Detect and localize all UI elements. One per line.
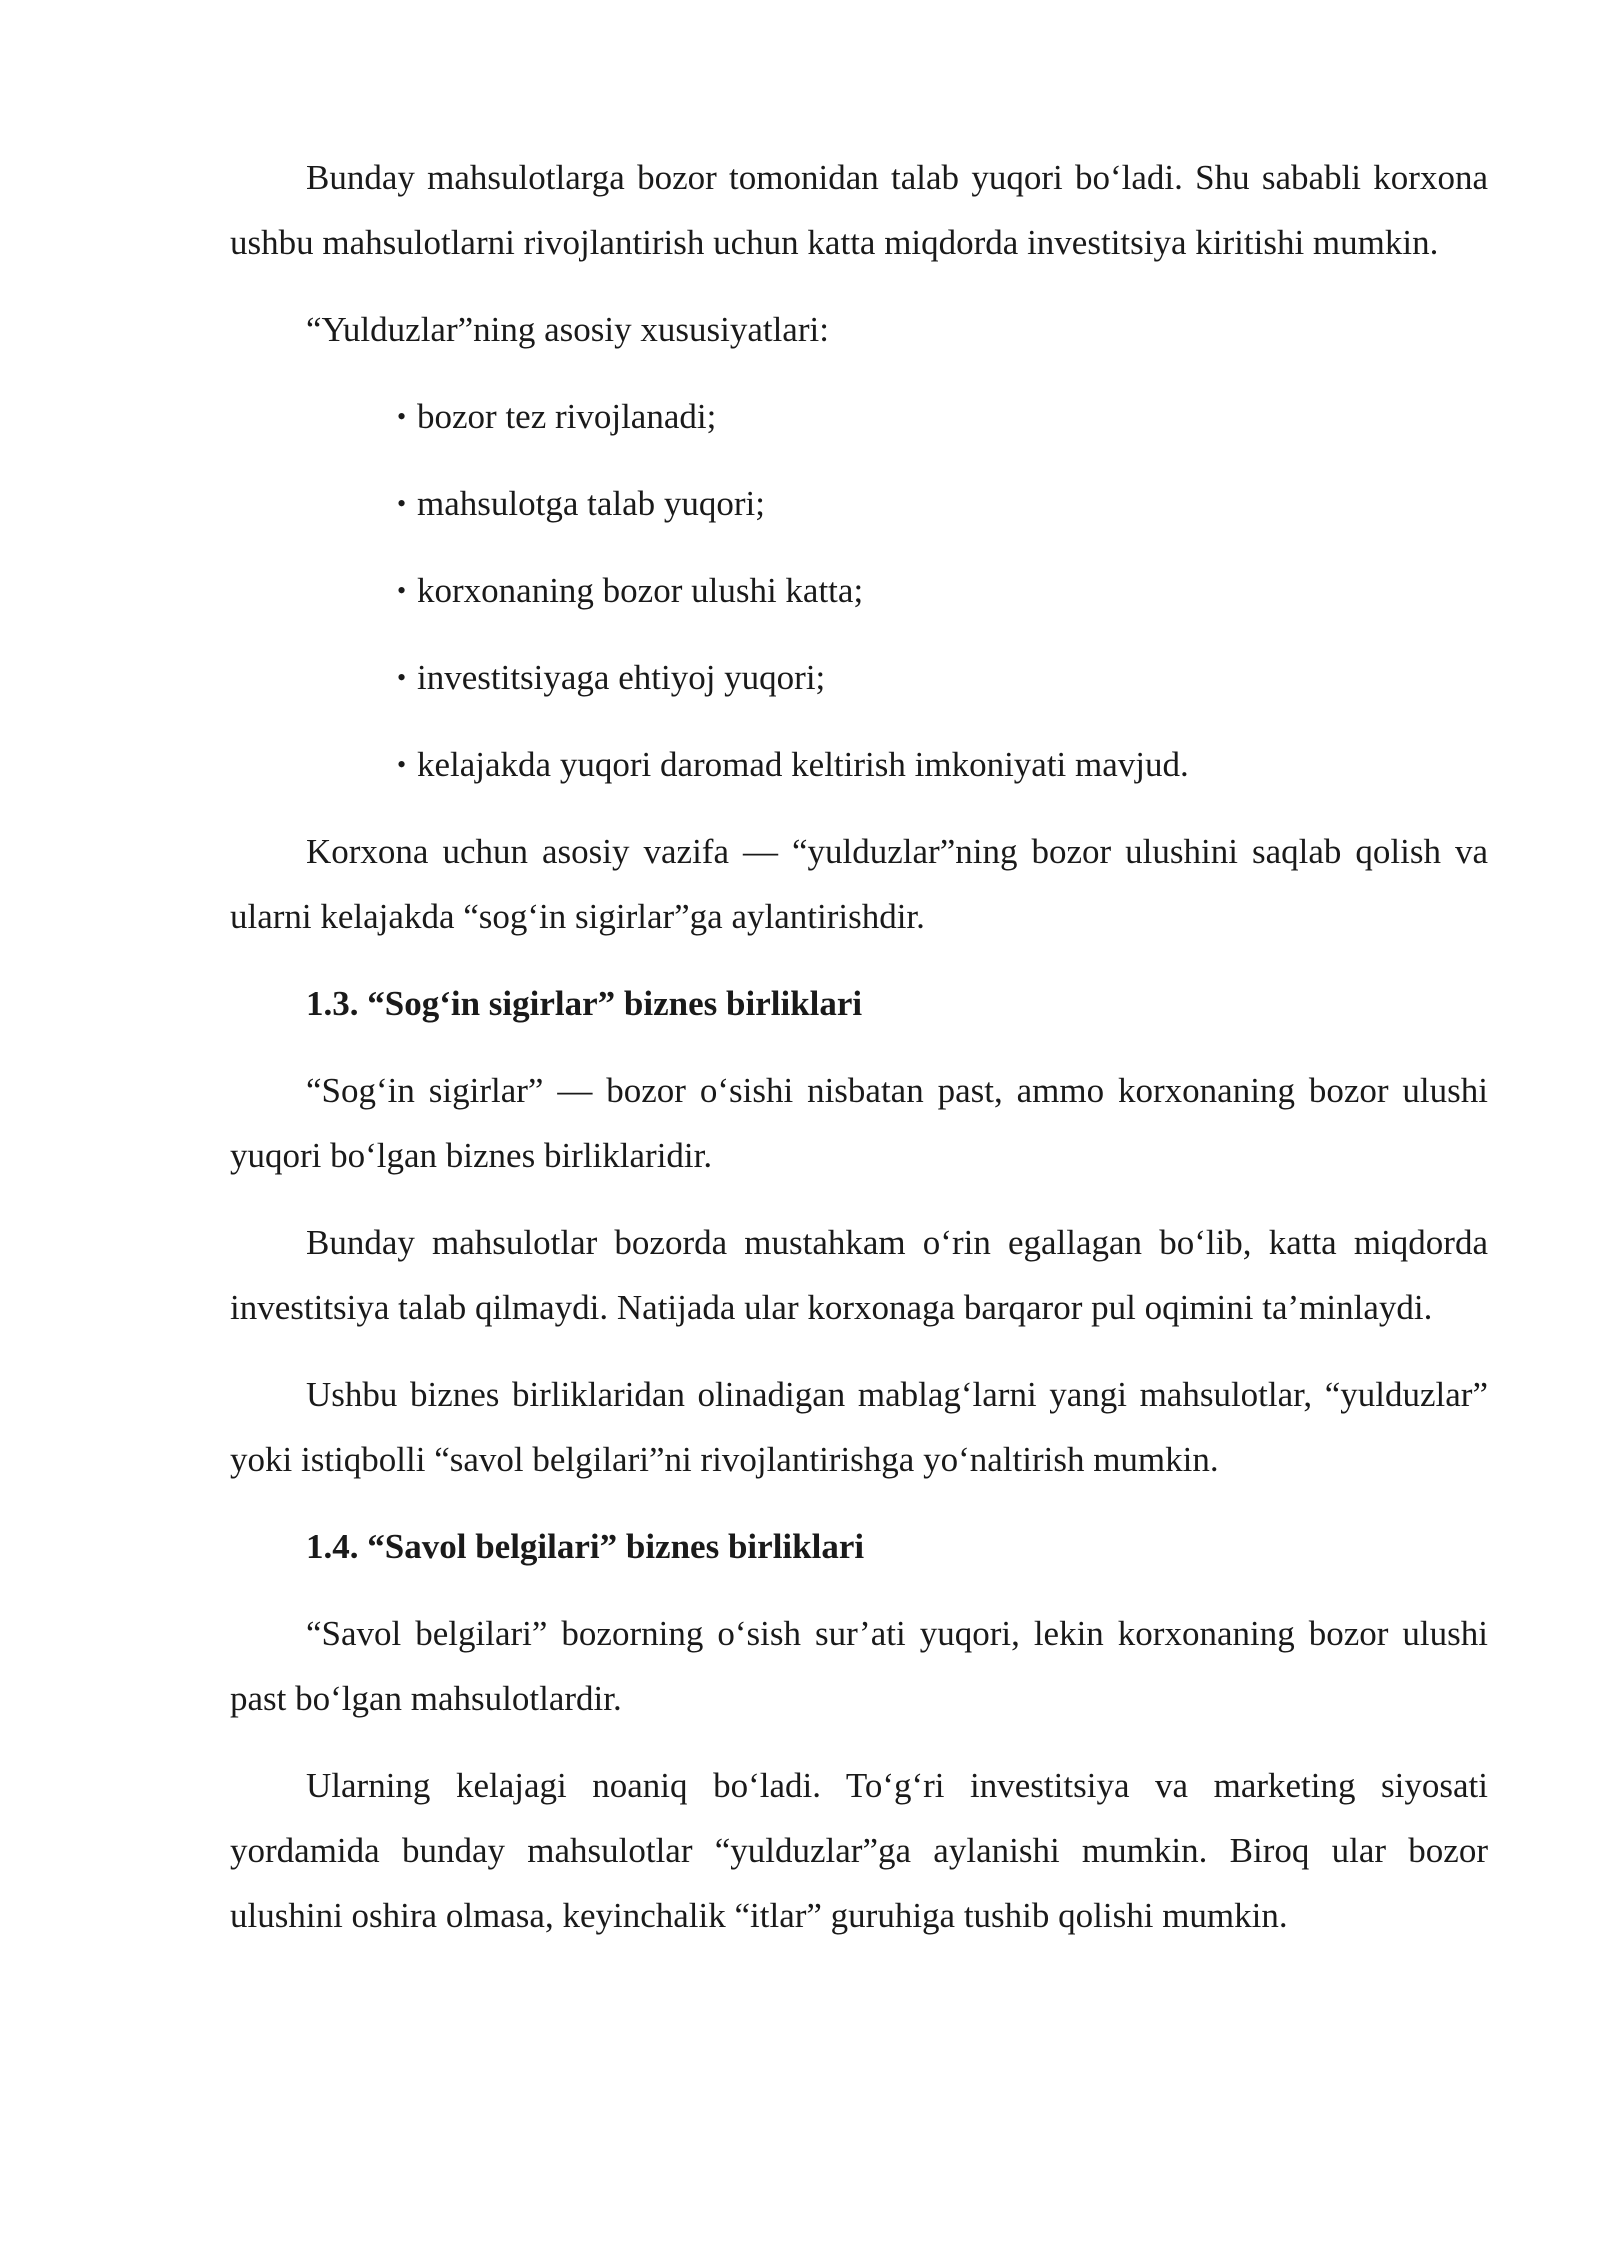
paragraph-stars-main-task: Korxona uchun asosiy vazifa — “yulduzlar”ning bozor ulushini saqlab qolish va ularni kelajakda “sog‘in sigirlar”ga aylantirishdir. bbox=[230, 832, 1488, 936]
paragraph-question-marks-future: Ularning kelajagi noaniq bo‘ladi. To‘g‘ri investitsiya va marketing siyosati yordamida bunday mahsulotlar “yulduzlar”ga aylanishi mumkin. Biroq ular bozor ulushini oshira olmasa, keyinchalik “itlar” guruhiga tushib qolishi mumkin. bbox=[230, 1766, 1488, 1935]
paragraph-stars-demand: Bunday mahsulotlarga bozor tomonidan talab yuqori bo‘ladi. Shu sababli korxona ushbu mahsulotlarni rivojlantirish uchun katta miqdorda investitsiya kiritishi mumkin. bbox=[230, 158, 1488, 262]
paragraph-cash-cows-cashflow: Bunday mahsulotlar bozorda mustahkam o‘rin egallagan bo‘lib, katta miqdorda investitsiya talab qilmaydi. Natijada ular korxonaga barqaror pul oqimini ta’minlaydi. bbox=[230, 1223, 1488, 1327]
section-heading-cash-cows: 1.3. “Sog‘in sigirlar” biznes birliklari bbox=[306, 984, 863, 1023]
bullet-icon: • bbox=[397, 750, 407, 779]
list-item-text: investitsiyaga ehtiyoj yuqori; bbox=[417, 658, 826, 697]
paragraph-cash-cows-definition: “Sog‘in sigirlar” — bozor o‘sishi nisbatan past, ammo korxonaning bozor ulushi yuqori bo‘lgan biznes birliklaridir. bbox=[230, 1071, 1488, 1175]
section-heading-question-marks: 1.4. “Savol belgilari” biznes birliklari bbox=[306, 1527, 865, 1566]
bullet-icon: • bbox=[397, 489, 407, 518]
bullet-icon: • bbox=[397, 402, 407, 431]
list-item bbox=[397, 732, 1488, 797]
list-item bbox=[397, 471, 1488, 536]
list-item bbox=[397, 645, 1488, 710]
paragraph-cash-cows-funds: Ushbu biznes birliklaridan olinadigan mablag‘larni yangi mahsulotlar, “yulduzlar” yoki istiqbolli “savol belgilari”ni rivojlantirishga yo‘naltirish mumkin. bbox=[230, 1375, 1488, 1479]
list-item-text: bozor tez rivojlanadi; bbox=[417, 397, 717, 436]
list-item bbox=[397, 384, 1488, 449]
stars-features-list bbox=[230, 384, 1488, 797]
list-item-text: kelajakda yuqori daromad keltirish imkoniyati mavjud. bbox=[417, 745, 1189, 784]
paragraph-stars-features-intro: “Yulduzlar”ning asosiy xususiyatlari: bbox=[306, 310, 829, 349]
paragraph-question-marks-definition: “Savol belgilari” bozorning o‘sish sur’ati yuqori, lekin korxonaning bozor ulushi past bo‘lgan mahsulotlardir. bbox=[230, 1614, 1488, 1718]
bullet-icon: • bbox=[397, 663, 407, 692]
document-body bbox=[230, 145, 1488, 1970]
list-item bbox=[397, 558, 1488, 623]
bullet-icon: • bbox=[397, 576, 407, 605]
list-item-text: korxonaning bozor ulushi katta; bbox=[417, 571, 864, 610]
list-item-text: mahsulotga talab yuqori; bbox=[417, 484, 765, 523]
